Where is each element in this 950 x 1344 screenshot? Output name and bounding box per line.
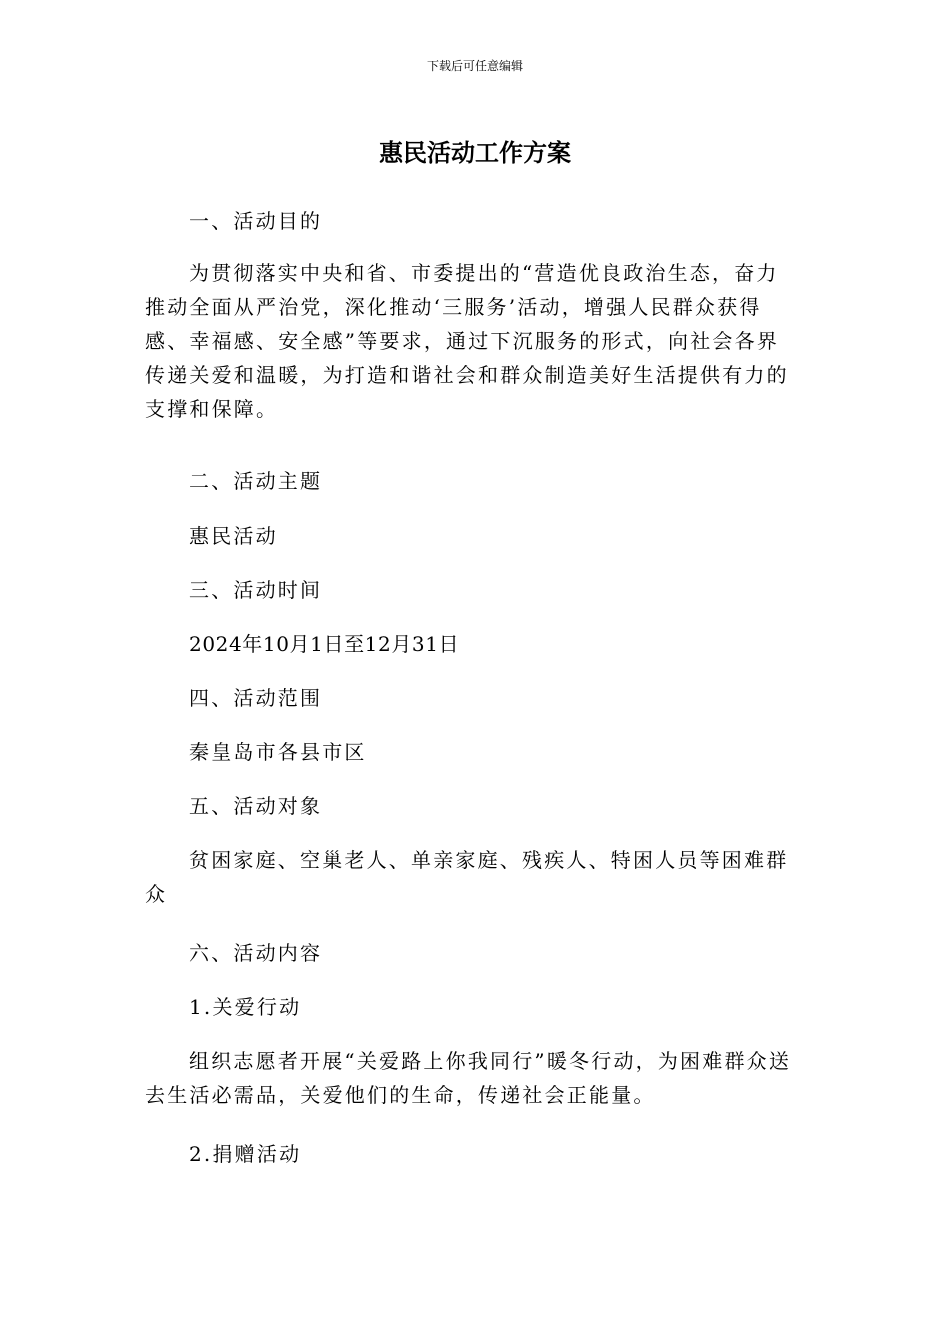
- section-text-purpose: 为贯彻落实中央和省、市委提出的“营造优良政治生态，奋力推动全面从严治党，深化推动‘三服务’活动，增强人民群众获得感、幸福感、安全感”等要求，通过下沉服务的形式，向社会各界传递关爱和温暖，为打造和谐社会和群众制造美好生活提供有力的支撑和保障。: [145, 261, 789, 421]
- section-text-target: 贫困家庭、空巢老人、单亲家庭、残疾人、特困人员等困难群众: [145, 848, 789, 906]
- subsection-heading-donation: 2.捐赠活动: [189, 1142, 302, 1166]
- document-title: 惠民活动工作方案: [379, 139, 571, 167]
- section-text-scope: 秦皇岛市各县市区: [189, 740, 367, 764]
- subsection-heading-care: 1.关爱行动: [189, 995, 302, 1019]
- section-heading-content: 六、活动内容: [189, 941, 323, 965]
- section-heading-target: 五、活动对象: [189, 794, 323, 818]
- header-note: 下载后可任意编辑: [426, 59, 523, 73]
- subsection-text-care: 组织志愿者开展“关爱路上你我同行”暖冬行动，为困难群众送去生活必需品，关爱他们的生命，传递社会正能量。: [145, 1049, 792, 1107]
- section-heading-time: 三、活动时间: [189, 578, 323, 602]
- section-text-time: 2024年10月1日至12月31日: [189, 632, 460, 656]
- section-heading-purpose: 一、活动目的: [189, 209, 323, 233]
- section-text-theme: 惠民活动: [189, 524, 278, 548]
- section-heading-theme: 二、活动主题: [189, 469, 323, 493]
- section-heading-scope: 四、活动范围: [189, 686, 323, 710]
